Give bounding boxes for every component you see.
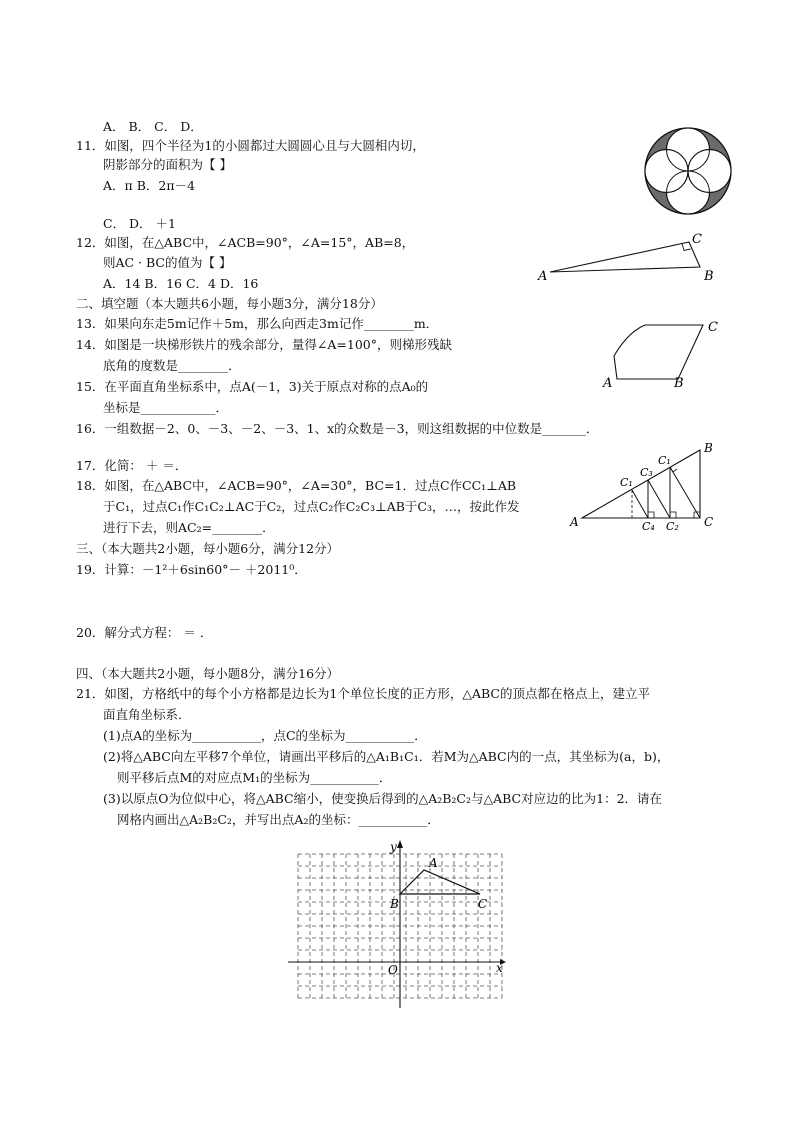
grid-label-o: O [388,963,398,977]
q18-label-c-extra: C₁ [620,476,633,489]
q12-triangle-figure [532,228,724,286]
q21-part1: (1)点A的坐标为___________，点C的坐标为___________． [103,728,427,743]
q21-part2-cont: 则平移后点M的对应点M₁的坐标为___________． [117,770,392,785]
q12-label-a: A [538,269,548,284]
q18-triangle-figure [568,438,724,534]
q14-stem: 14．如图是一块梯形铁片的残余部分，量得∠A=100°，则梯形残缺 [76,337,452,352]
q14-shape [614,325,703,379]
q11-stem: 11．如图，四个半径为1的小圆都过大圆圆心且与大圆相内切， [76,138,425,153]
q17: 17．化简： ＋ ＝． [76,458,188,473]
q14-label-a: A [603,376,613,391]
right-angle-mark [682,244,691,251]
q14-label-c: C [708,320,718,335]
q21-part2: (2)将△ABC向左平移7个单位，请画出平移后的△A₁B₁C₁．若M为△ABC内的一点，其坐标为(a，b)， [103,749,670,764]
q12-label-c: C [692,232,702,247]
q18-triangle-abc [582,450,700,518]
q12-triangle [550,242,700,272]
q11-circles-figure [642,125,734,217]
q21-part3: (3)以原点O为位似中心，将△ABC缩小，使变换后得到的△A₂B₂C₂与△ABC对应边的比为1：2．请在 [103,791,663,806]
grid-label-y: y [390,840,397,854]
q18-label-c: C [704,515,714,529]
q21-part3-cont: 网格内画出△A₂B₂C₂，并写出点A₂的坐标：___________． [117,812,440,827]
q18-label-c4: C₄ [642,520,655,533]
triangle-abc [400,870,480,894]
q13: 13．如果向东走5m记作＋5m，那么向西走3m记作________m． [76,316,439,331]
grid-label-b: B [390,897,399,911]
right-angle-mark [670,467,677,472]
q11-options-ab: A．π B．2π－4 [103,178,196,193]
q18-label-c1: C₁ [658,454,671,467]
grid-label-c: C [478,897,488,911]
q14-label-b: B [674,376,684,391]
q18-stem-cont: 于C₁，过点C₁作C₁C₂⊥AC于C₂，过点C₂作C₂C₃⊥AB于C₃，…，按此作发 [103,499,520,514]
segment-c4c5 [632,490,648,518]
q18-label-b: B [704,441,713,455]
q19: 19．计算：－1²＋6sin60°－ ＋2011⁰． [76,562,307,577]
q21-grid-figure [284,838,510,1014]
section-3-heading: 三、（本大题共2小题，每小题6分，满分12分） [76,541,340,556]
q11-stem-cont: 阴影部分的面积为【 】 [103,157,232,172]
q12-stem-cont: 则AC · BC的值为【 】 [103,255,232,270]
q12-options: A．14 B．16 C．4 D．16 [103,276,259,291]
q14-trapezoid-figure [598,316,724,392]
q15-stem: 15．在平面直角坐标系中，点A(－1，3)关于原点对称的点A₀的 [76,379,429,394]
q12-label-b: B [704,269,714,284]
q20: 20．解分式方程： ＝ ． [76,625,213,640]
section-2-heading: 二、填空题（本大题共6小题，每小题3分，满分18分） [76,296,383,311]
q18-stem-end: 进行下去，则AC₂=________． [103,520,275,535]
q15-stem-cont: 坐标是____________． [103,400,229,415]
q21-stem-cont: 面直角坐标系． [103,707,191,722]
q16: 16．一组数据－2、0、－3、－2、－3、1、x的众数是－3，则这组数据的中位数是_______． [76,421,599,436]
q21-stem: 21．如图，方格纸中的每个小方格都是边长为1个单位长度的正方形，△ABC的顶点都在格点上，建立平 [76,686,650,701]
q18-label-c3: C₃ [640,466,653,479]
section-4-heading: 四、（本大题共2小题，每小题8分，满分16分） [76,666,340,681]
right-angle-mark [648,512,654,518]
segment-cc1 [670,467,700,518]
grid-label-a: A [429,856,438,870]
q18-label-a: A [570,515,579,529]
q18-stem: 18．如图，在△ABC中，∠ACB=90°，∠A=30°，BC=1．过点C作CC₁⊥AB [76,478,517,493]
grid-label-x: x [496,961,503,975]
right-angle-mark [670,512,676,518]
q14-stem-cont: 底角的度数是________． [103,358,241,373]
q10-options: A． B． C． D． [103,119,203,134]
q12-stem: 12．如图，在△ABC中，∠ACB=90°，∠A=15°，AB=8， [76,235,415,250]
y-axis-arrow [397,840,403,848]
q11-options-cd: C． D． ＋1 [103,216,176,231]
q18-label-c2: C₂ [666,520,679,533]
